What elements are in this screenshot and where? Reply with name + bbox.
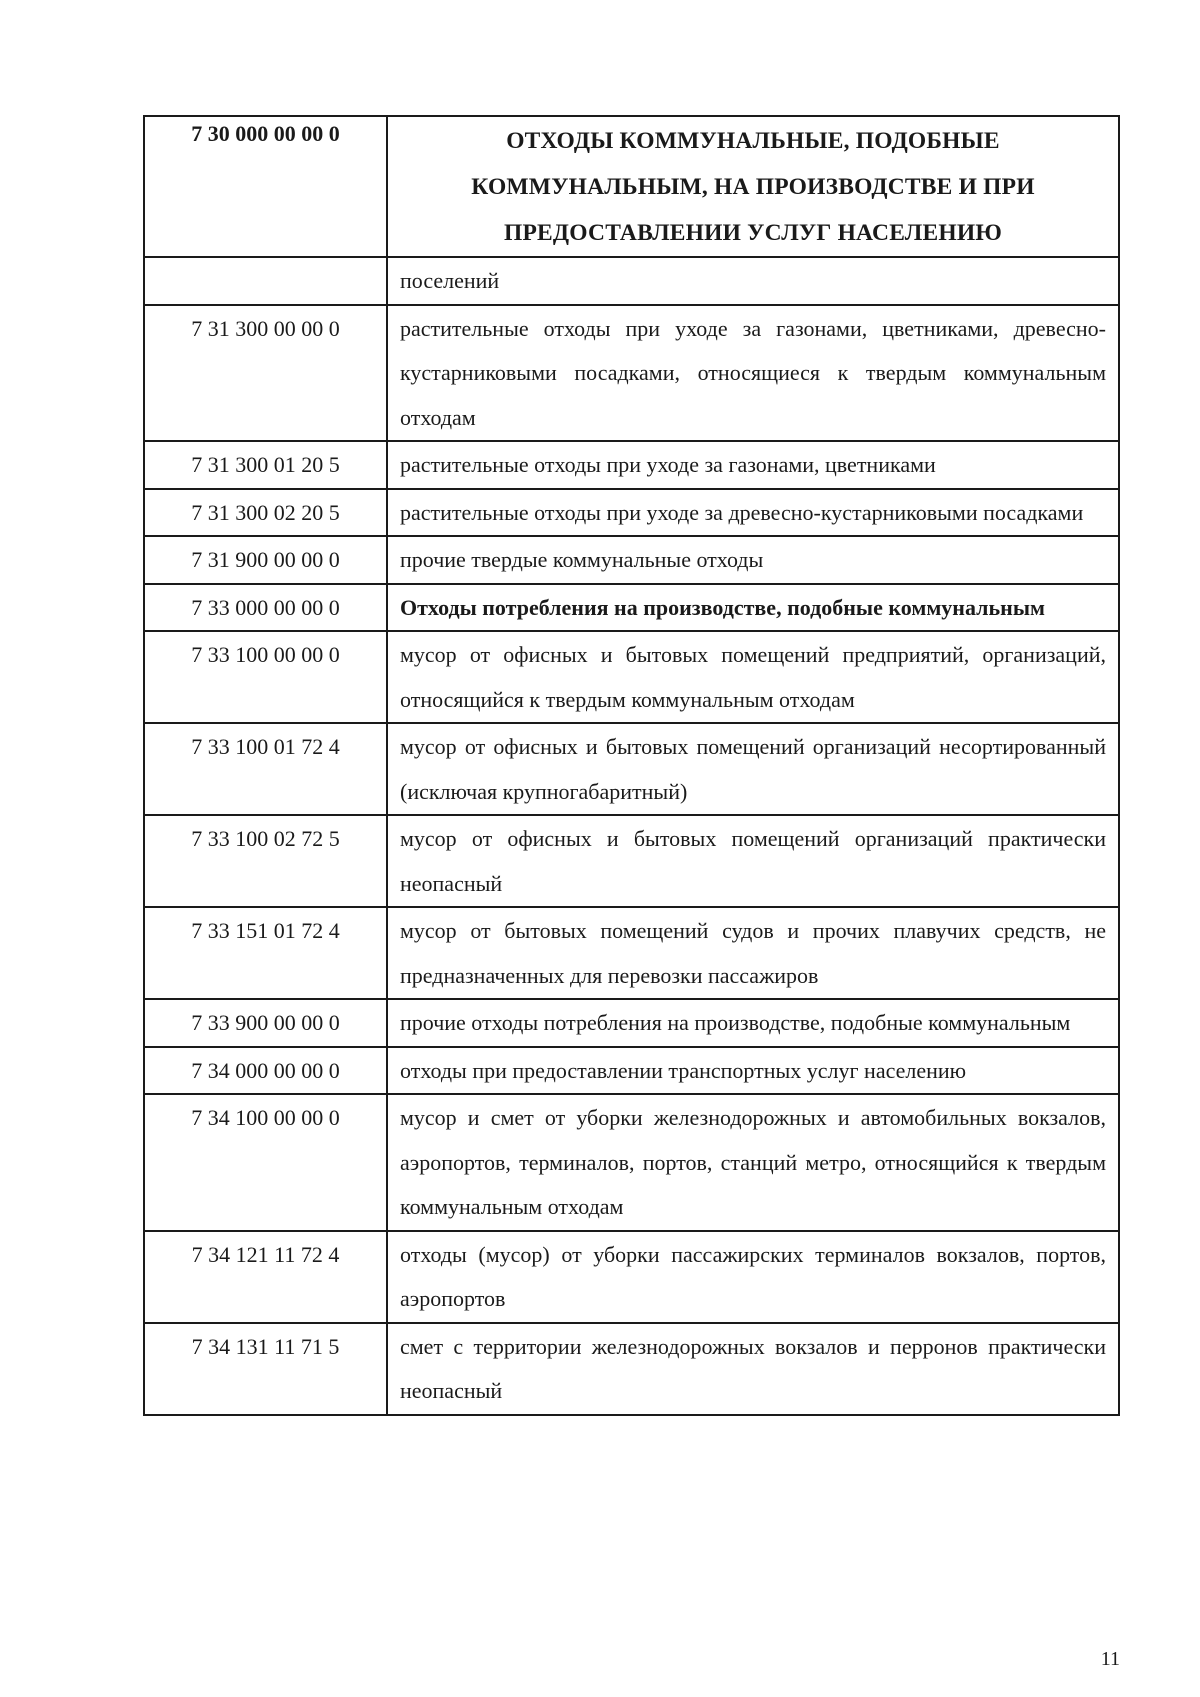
description-cell: прочие твердые коммунальные отходы	[387, 536, 1119, 584]
table-row	[144, 536, 1119, 584]
code-cell: 7 33 000 00 00 0	[144, 584, 387, 632]
table-row	[144, 907, 1119, 999]
header-title-cell: ОТХОДЫ КОММУНАЛЬНЫЕ, ПОДОБНЫЕ КОММУНАЛЬНЫМ, НА ПРОИЗВОДСТВЕ И ПРИ ПРЕДОСТАВЛЕНИИ УСЛУГ НАСЕЛЕНИЮ	[387, 116, 1119, 257]
code-cell: 7 31 300 02 20 5	[144, 489, 387, 537]
code-cell: 7 31 900 00 00 0	[144, 536, 387, 584]
description-cell: мусор и смет от уборки железнодорожных и автомобильных вокзалов, аэропортов, терминалов, портов, станций метро, относящийся к твердым коммунальным отходам	[387, 1094, 1119, 1231]
description-cell: растительные отходы при уходе за древесно-кустарниковыми посадками	[387, 489, 1119, 537]
code-cell: 7 33 100 02 72 5	[144, 815, 387, 907]
header-code-cell: 7 30 000 00 00 0	[144, 116, 387, 257]
description-cell: растительные отходы при уходе за газонами, цветниками, древесно-кустарниковыми посадками, относящиеся к твердым коммунальным отходам	[387, 305, 1119, 442]
description-cell: мусор от офисных и бытовых помещений организаций несортированный (исключая крупногабаритный)	[387, 723, 1119, 815]
description-cell: прочие отходы потребления на производстве, подобные коммунальным	[387, 999, 1119, 1047]
code-cell: 7 31 300 00 00 0	[144, 305, 387, 442]
code-cell: 7 31 300 01 20 5	[144, 441, 387, 489]
table-row	[144, 631, 1119, 723]
table-row	[144, 1094, 1119, 1231]
description-cell: отходы (мусор) от уборки пассажирских терминалов вокзалов, портов, аэропортов	[387, 1231, 1119, 1323]
description-cell: мусор от офисных и бытовых помещений предприятий, организаций, относящийся к твердым коммунальным отходам	[387, 631, 1119, 723]
code-cell: 7 34 121 11 72 4	[144, 1231, 387, 1323]
code-cell: 7 33 900 00 00 0	[144, 999, 387, 1047]
code-cell: 7 33 100 00 00 0	[144, 631, 387, 723]
table-row	[144, 1323, 1119, 1415]
description-cell: растительные отходы при уходе за газонами, цветниками	[387, 441, 1119, 489]
code-cell: 7 34 131 11 71 5	[144, 1323, 387, 1415]
table-row	[144, 1231, 1119, 1323]
description-cell: мусор от офисных и бытовых помещений организаций практически неопасный	[387, 815, 1119, 907]
table-row	[144, 305, 1119, 442]
table-row	[144, 441, 1119, 489]
waste-classification-table	[143, 115, 1120, 1416]
description-cell: отходы при предоставлении транспортных услуг населению	[387, 1047, 1119, 1095]
code-cell: 7 33 151 01 72 4	[144, 907, 387, 999]
table-row	[144, 584, 1119, 632]
table-row	[144, 999, 1119, 1047]
code-cell	[144, 257, 387, 305]
page-number: 11	[1100, 1648, 1120, 1670]
table-row	[144, 257, 1119, 305]
description-cell: смет с территории железнодорожных вокзалов и перронов практически неопасный	[387, 1323, 1119, 1415]
table-row	[144, 489, 1119, 537]
description-cell: поселений	[387, 257, 1119, 305]
table-row	[144, 1047, 1119, 1095]
code-cell: 7 34 100 00 00 0	[144, 1094, 387, 1231]
table-header-row	[144, 116, 1119, 257]
table-row	[144, 815, 1119, 907]
code-cell: 7 33 100 01 72 4	[144, 723, 387, 815]
code-cell: 7 34 000 00 00 0	[144, 1047, 387, 1095]
table-row	[144, 723, 1119, 815]
description-cell: мусор от бытовых помещений судов и прочих плавучих средств, не предназначенных для перевозки пассажиров	[387, 907, 1119, 999]
description-cell: Отходы потребления на производстве, подобные коммунальным	[387, 584, 1119, 632]
